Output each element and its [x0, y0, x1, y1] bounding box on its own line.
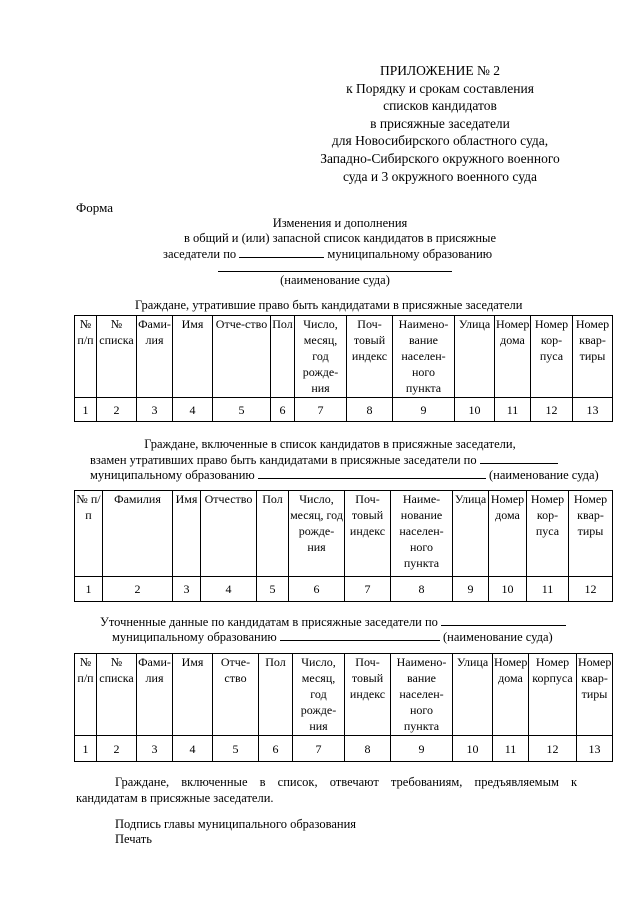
table-number-row	[75, 577, 613, 602]
header-cell: Пол	[271, 316, 295, 398]
appendix-title: ПРИЛОЖЕНИЕ № 2	[379, 63, 501, 78]
number-cell: 3	[137, 736, 173, 762]
section3-table	[74, 653, 613, 762]
header-cell: Улица	[455, 316, 495, 398]
section2-table	[74, 490, 613, 602]
section1-table	[74, 315, 613, 422]
municipality-blank	[239, 246, 324, 258]
number-cell: 6	[289, 577, 345, 602]
section3-title-line2	[112, 629, 553, 645]
header-cell: № п/п	[75, 491, 103, 577]
number-cell: 1	[75, 398, 97, 422]
number-cell: 7	[345, 577, 391, 602]
section2-title-line3-b: (наименование суда)	[488, 468, 599, 482]
doc-title-line3-a: заседатели по	[163, 247, 237, 261]
header-cell: Наимено-вание населен-ного пункта	[393, 316, 455, 398]
number-cell: 8	[347, 398, 393, 422]
appendix-line: суда и 3 окружного военного суда	[342, 168, 538, 184]
number-cell: 6	[271, 398, 295, 422]
doc-title-line2: в общий и (или) запасной список кандидатов в присяжные	[184, 231, 496, 245]
number-cell: 8	[345, 736, 391, 762]
section2-title-line3-a: муниципальному образованию	[90, 468, 255, 482]
header-cell: № п/п	[75, 316, 97, 398]
number-cell: 1	[75, 577, 103, 602]
number-cell: 10	[455, 398, 495, 422]
number-cell: 11	[495, 398, 531, 422]
header-cell: Номер кор-пуса	[527, 491, 569, 577]
court-name-blank	[280, 629, 440, 641]
header-cell: Отче-ство	[213, 654, 259, 736]
appendix-line: в присяжные заседатели	[370, 115, 510, 131]
table-header-row	[75, 316, 613, 398]
court-name-blank	[218, 271, 452, 272]
header-cell: Улица	[453, 654, 493, 736]
header-cell: Число, месяц, год рожде-ния	[295, 316, 347, 398]
section2-title-line1: Граждане, включенные в список кандидатов в присяжные заседатели,	[144, 437, 516, 451]
number-cell: 4	[173, 398, 213, 422]
header-cell: Номер дома	[495, 316, 531, 398]
header-cell: Поч-товый индекс	[345, 654, 391, 736]
header-cell: Имя	[173, 316, 213, 398]
municipality-blank	[441, 614, 566, 626]
section2-title-line2-text: взамен утративших право быть кандидатами в присяжные заседатели по	[90, 453, 477, 467]
number-cell: 7	[293, 736, 345, 762]
table-header-row	[75, 654, 613, 736]
header-cell: Имя	[173, 654, 213, 736]
stamp-label: Печать	[115, 832, 152, 846]
appendix-line: к Порядку и срокам составления	[346, 80, 534, 96]
header-cell: Номер квар-тиры	[569, 491, 613, 577]
section3-title-line2-a: муниципальному образованию	[112, 630, 277, 644]
number-cell: 4	[173, 736, 213, 762]
number-cell: 12	[569, 577, 613, 602]
header-cell: Номер квар-тиры	[573, 316, 613, 398]
header-cell: Улица	[453, 491, 489, 577]
number-cell: 9	[393, 398, 455, 422]
header-cell: Номер квар-тиры	[577, 654, 613, 736]
appendix-header	[300, 62, 580, 185]
number-cell: 3	[173, 577, 201, 602]
header-cell: Номер кор-пуса	[531, 316, 573, 398]
doc-title-line1: Изменения и дополнения	[272, 216, 408, 230]
appendix-line: списков кандидатов	[383, 98, 497, 114]
number-cell: 12	[531, 398, 573, 422]
table-number-row	[75, 398, 613, 422]
number-cell: 9	[391, 736, 453, 762]
signature-label: Подпись главы муниципального образования	[115, 817, 357, 831]
number-cell: 13	[573, 398, 613, 422]
section2-title-line3	[90, 467, 599, 483]
number-cell: 5	[213, 736, 259, 762]
number-cell: 10	[489, 577, 527, 602]
header-cell: Наиме-нование населен-ного пункта	[391, 491, 453, 577]
court-name-blank	[258, 467, 486, 479]
statement-line2: кандидатам в присяжные заседатели.	[76, 791, 274, 805]
section1-title: Граждане, утратившие право быть кандидатами в присяжные заседатели	[135, 298, 523, 312]
doc-title-line3	[163, 246, 492, 262]
number-cell: 4	[201, 577, 257, 602]
form-label: Форма	[76, 200, 113, 215]
number-cell: 3	[137, 398, 173, 422]
header-cell: Поч-товый индекс	[347, 316, 393, 398]
doc-title-line3-b: муниципальному образованию	[327, 247, 493, 261]
number-cell: 5	[257, 577, 289, 602]
section3-title-line1-text: Уточненные данные по кандидатам в присяжные заседатели по	[100, 615, 438, 629]
header-cell: Число, месяц, год рожде-ния	[293, 654, 345, 736]
number-cell: 1	[75, 736, 97, 762]
section3-title-line2-b: (наименование суда)	[442, 630, 553, 644]
header-cell: Номер корпуса	[529, 654, 577, 736]
header-cell: № списка	[97, 316, 137, 398]
statement-line1: Граждане, включенные в список, отвечают требованиям, предъявляемым к	[115, 775, 578, 789]
table-header-row	[75, 491, 613, 577]
section2-title-line2	[90, 452, 558, 468]
section3-title-line1	[100, 614, 566, 630]
appendix-line: для Новосибирского областного суда,	[331, 133, 549, 149]
header-cell: Фами-лия	[137, 316, 173, 398]
municipality-blank	[480, 452, 558, 464]
number-cell: 13	[577, 736, 613, 762]
header-cell: Номер дома	[489, 491, 527, 577]
number-cell: 12	[529, 736, 577, 762]
header-cell: Отчество	[201, 491, 257, 577]
number-cell: 6	[259, 736, 293, 762]
header-cell: Номер дома	[493, 654, 529, 736]
number-cell: 7	[295, 398, 347, 422]
number-cell: 8	[391, 577, 453, 602]
court-caption: (наименование суда)	[280, 273, 390, 287]
header-cell: Пол	[259, 654, 293, 736]
number-cell: 2	[97, 398, 137, 422]
header-cell: Имя	[173, 491, 201, 577]
header-cell: № п/п	[75, 654, 97, 736]
number-cell: 2	[97, 736, 137, 762]
header-cell: Пол	[257, 491, 289, 577]
number-cell: 9	[453, 577, 489, 602]
header-cell: Фами-лия	[137, 654, 173, 736]
header-cell: Фамилия	[103, 491, 173, 577]
header-cell: Отче-ство	[213, 316, 271, 398]
header-cell: Поч-товый индекс	[345, 491, 391, 577]
number-cell: 5	[213, 398, 271, 422]
header-cell: № списка	[97, 654, 137, 736]
header-cell: Наимено-вание населен-ного пункта	[391, 654, 453, 736]
number-cell: 2	[103, 577, 173, 602]
number-cell: 11	[527, 577, 569, 602]
number-cell: 10	[453, 736, 493, 762]
appendix-line: Западно-Сибирского окружного военного	[320, 150, 560, 166]
header-cell: Число, месяц, год рожде-ния	[289, 491, 345, 577]
number-cell: 11	[493, 736, 529, 762]
table-number-row	[75, 736, 613, 762]
